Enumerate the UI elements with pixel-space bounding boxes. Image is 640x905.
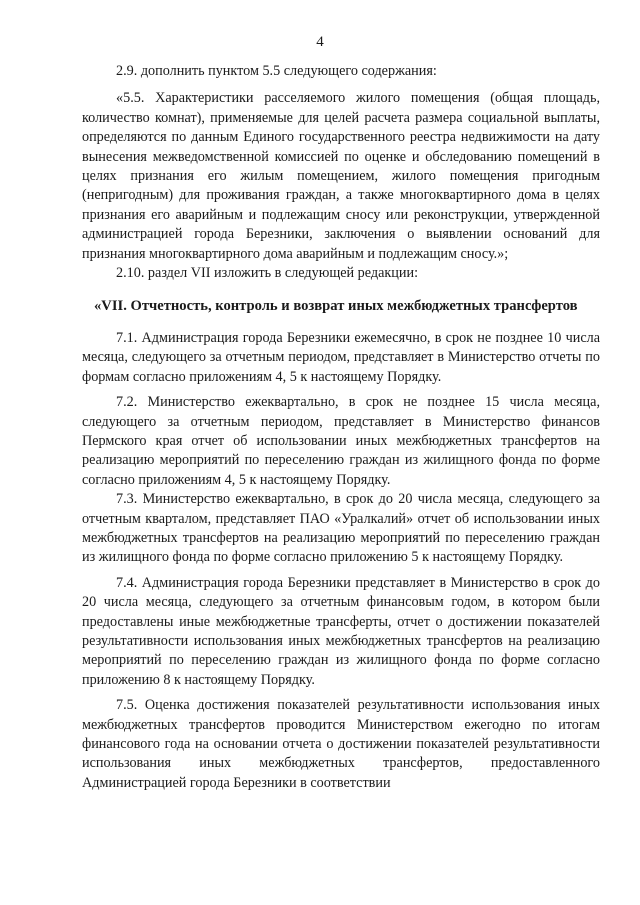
paragraph-7-3: 7.3. Министерство ежеквартально, в срок до 20 числа месяца, следующего за отчетным кварталом, представляет ПАО «Уралкалий» отчет об использовании иных межбюджетных трансфертов на реализацию мероприятий по переселению граждан из жилищного фонда по форме согласно приложению 5 к настоящему Порядку. [82, 491, 600, 566]
paragraph-5-5-quote: «5.5. Характеристики расселяемого жилого помещения (общая площадь, количество комнат), применяемые для целей расчета размера социальной выплаты, определяются по данным Единого государственного реестра недвижимости на дату вынесения межведомственной комиссией по оценке и обследованию помещений в целях признания его жилым помещением, жилого помещения пригодным (непригодным) для проживания граждан, а также многоквартирного дома в целях признания его аварийным и подлежащим сносу или реконструкции, утвержденной администрацией города Березники, заключения о выявлении оснований для признания многоквартирного дома аварийным и подлежащим сносу.»; [82, 90, 600, 262]
paragraph-7-2: 7.2. Министерство ежеквартально, в срок не позднее 15 числа месяца, следующего за отчетным периодом, представляет в Министерство финансов Пермского края отчет об использовании иных межбюджетных трансфертов на реализацию мероприятий по переселению граждан из жилищного фонда по форме согласно приложениям 4, 5 к настоящему Порядку. [82, 394, 600, 488]
section-heading-vii: «VII. Отчетность, контроль и возврат иных межбюджетных трансфертов [94, 298, 578, 315]
paragraph-7-4: 7.4. Администрация города Березники представляет в Министерство в срок до 20 числа месяца, следующего за отчетным финансовым годом, в котором были предоставлены иные межбюджетные трансферты, отчет о достижении показателей результативности использования иных межбюджетных трансфертов на реализацию мероприятий по переселению граждан из жилищного фонда по форме согласно приложению 8 к настоящему Порядку. [82, 574, 600, 688]
paragraph-7-5: 7.5. Оценка достижения показателей результативности использования иных межбюджетных трансфертов проводится Министерством ежегодно по итогам финансового года на основании отчета о достижении показателей результативности использования иных межбюджетных трансфертов, предоставленного Администрацией города Березники в соответствии [82, 697, 600, 791]
document-body [82, 62, 600, 793]
paragraph-7-1: 7.1. Администрация города Березники ежемесячно, в срок не позднее 10 числа месяца, следующего за отчетным периодом, представляет в Министерство отчеты по формам согласно приложениям 4, 5 к настоящему Порядку. [82, 329, 600, 385]
paragraph-2-10: 2.10. раздел VII изложить в следующей редакции: [116, 265, 419, 282]
paragraph-2-9: 2.9. дополнить пунктом 5.5 следующего содержания: [116, 63, 437, 79]
page-number: 4 [316, 34, 324, 50]
